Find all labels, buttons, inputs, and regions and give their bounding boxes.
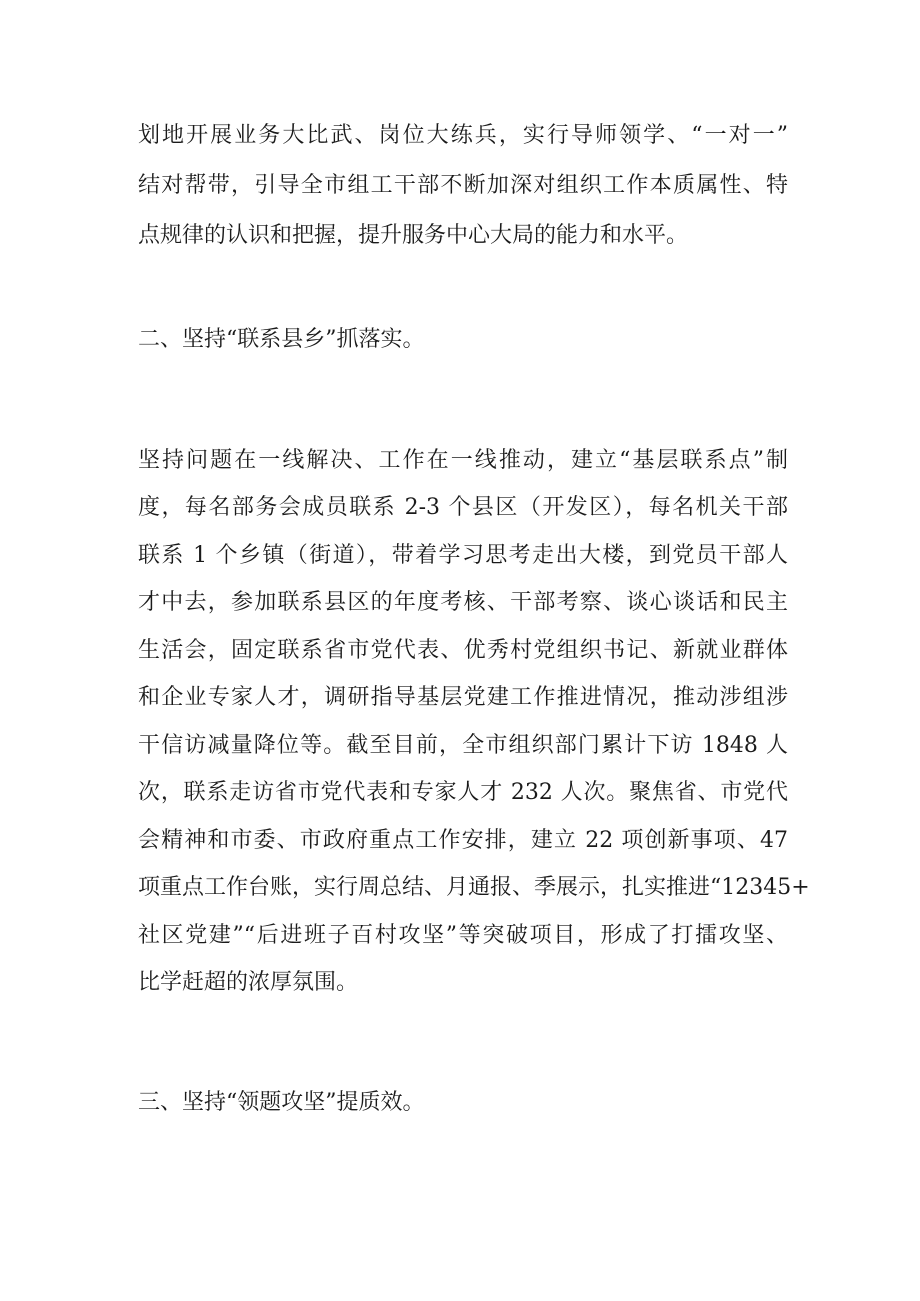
paragraph-1-line-2: 结对帮带，引导全市组工干部不断加深对组织工作本质属性、特 — [138, 173, 788, 198]
paragraph-1-line-1: 划地开展业务大比武、岗位大练兵，实行导师领学、“一对一” — [138, 123, 788, 148]
paragraph-1-line-3: 点规律的认识和把握，提升服务中心大局的能力和水平。 — [138, 223, 689, 248]
paragraph-2-line-1: 坚持问题在一线解决、工作在一线推动，建立“基层联系点”制 — [138, 448, 788, 473]
paragraph-2-line-10: 项重点工作台账，实行周总结、月通报、季展示，扎实推进“12345+ — [138, 875, 810, 900]
paragraph-2-line-7: 干信访减量降位等。截至目前，全市组织部门累计下访 1848 人 — [138, 733, 788, 758]
paragraph-2-line-5: 生活会，固定联系省市党代表、优秀村党组织书记、新就业群体 — [138, 638, 788, 663]
section-heading-2: 二、坚持“联系县乡”抓落实。 — [138, 327, 425, 352]
paragraph-2-line-9: 会精神和市委、市政府重点工作安排，建立 22 项创新事项、47 — [138, 828, 788, 853]
paragraph-2-line-12: 比学赶超的浓厚氛围。 — [138, 970, 359, 995]
section-heading-3: 三、坚持“领题攻坚”提质效。 — [138, 1090, 425, 1115]
paragraph-2-line-6: 和企业专家人才，调研指导基层党建工作推进情况，推动涉组涉 — [138, 685, 788, 710]
paragraph-2-line-4: 才中去，参加联系县区的年度考核、干部考察、谈心谈话和民主 — [138, 590, 788, 615]
paragraph-2-line-3: 联系 1 个乡镇（街道），带着学习思考走出大楼，到党员干部人 — [138, 543, 788, 568]
paragraph-2-line-11: 社区党建”“后进班子百村攻坚”等突破项目，形成了打擂攻坚、 — [138, 923, 788, 948]
paragraph-2-line-2: 度，每名部务会成员联系 2-3 个县区（开发区），每名机关干部 — [138, 495, 788, 520]
paragraph-2-line-8: 次，联系走访省市党代表和专家人才 232 人次。聚焦省、市党代 — [138, 780, 788, 805]
